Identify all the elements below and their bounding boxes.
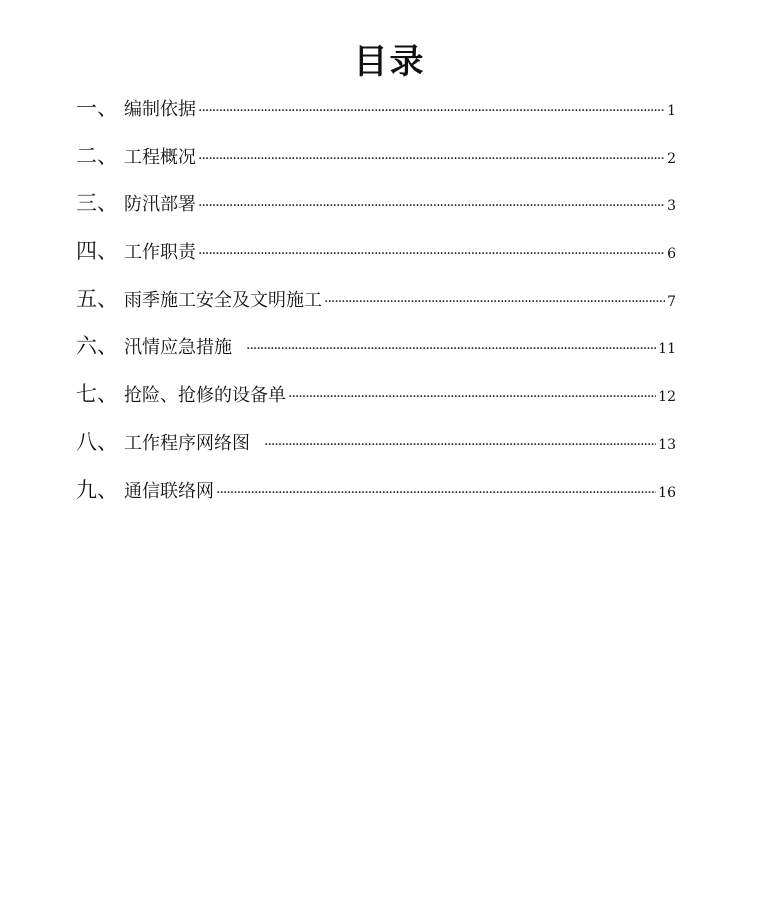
- toc-entry-number: 九、: [76, 477, 118, 502]
- toc-entry-number: 三、: [76, 191, 118, 216]
- toc-entry-title: 雨季施工安全及文明施工: [124, 289, 322, 311]
- toc-entry: [76, 236, 676, 284]
- dot-leader: [264, 430, 656, 460]
- toc-entry-page: 2: [667, 150, 676, 167]
- toc-entry-page: 1: [667, 103, 676, 119]
- toc-entry-title: 通信联络网: [124, 480, 214, 502]
- toc-entry-title: 工作职责: [124, 242, 196, 264]
- toc-entry-number: 四、: [76, 239, 118, 264]
- toc-entry: [76, 188, 676, 236]
- toc-entry-page: 6: [667, 246, 676, 263]
- toc-entry-number: 八、: [76, 429, 118, 454]
- toc-entry-title: 抢险、抢修的设备单: [124, 385, 286, 407]
- toc-entry-page: 16: [658, 484, 676, 501]
- toc-entry-title: 工程概况: [124, 146, 196, 168]
- toc-entry: [76, 379, 676, 427]
- dot-leader: [198, 144, 665, 174]
- toc-entry: [76, 427, 676, 475]
- toc-entry-page: 12: [658, 389, 676, 406]
- toc-entry-page: 11: [658, 341, 676, 358]
- toc-entry: [76, 284, 676, 332]
- toc-entry: [76, 331, 676, 379]
- toc-entry-title: 防汛部署: [124, 194, 196, 216]
- toc-entry-number: 五、: [76, 286, 118, 311]
- table-of-contents: [76, 93, 676, 522]
- toc-entry-page: 3: [667, 198, 676, 215]
- toc-entry-page: 13: [658, 436, 676, 453]
- dot-leader: [246, 334, 656, 364]
- toc-entry-number: 二、: [76, 143, 118, 168]
- dot-leader: [198, 239, 665, 269]
- toc-entry: [76, 141, 676, 189]
- toc-entry: [76, 475, 676, 523]
- toc-entry-title: 工作程序网络图: [124, 432, 250, 454]
- toc-entry-number: 七、: [76, 382, 118, 407]
- toc-entry: [76, 93, 676, 141]
- toc-entry-page: 7: [667, 293, 676, 310]
- toc-entry-number: 一、: [76, 96, 118, 120]
- dot-leader: [216, 478, 656, 508]
- toc-entry-title: 编制依据: [124, 99, 196, 120]
- toc-entry-title: 汛情应急措施: [124, 337, 232, 359]
- dot-leader: [198, 191, 665, 221]
- toc-entry-number: 六、: [76, 334, 118, 359]
- dot-leader: [288, 382, 656, 412]
- dot-leader: [324, 287, 665, 317]
- dot-leader: [198, 96, 665, 126]
- toc-heading: 目录: [353, 42, 426, 82]
